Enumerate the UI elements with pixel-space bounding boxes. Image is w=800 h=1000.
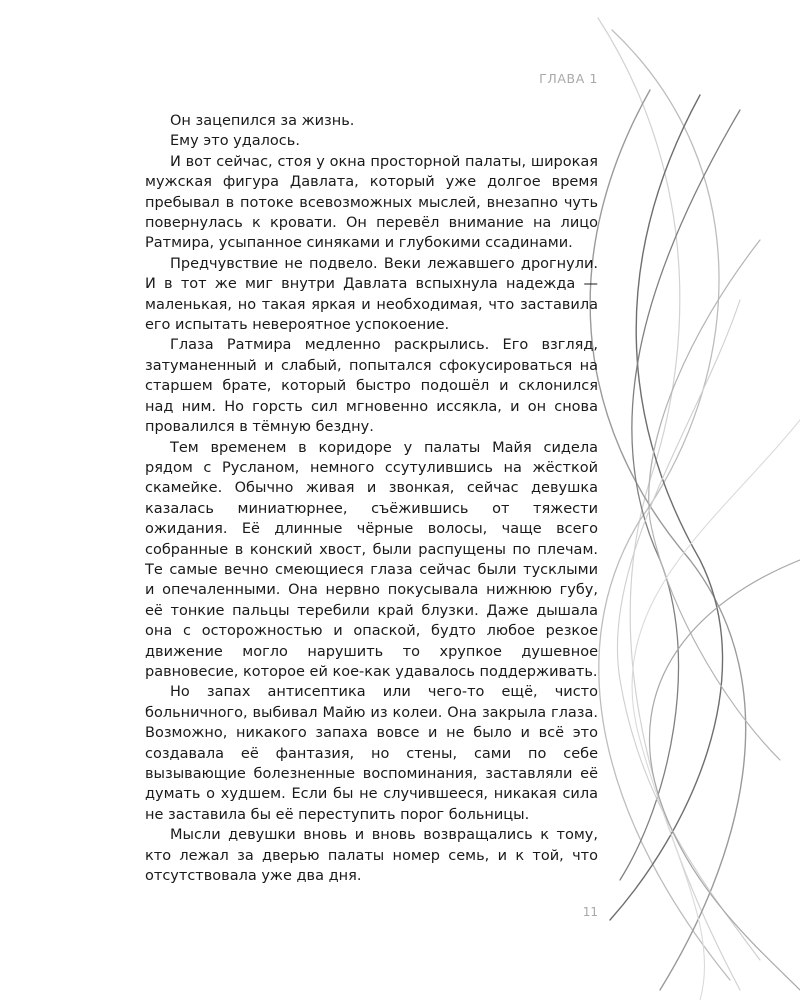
chapter-running-head: ГЛАВА 1 bbox=[539, 71, 598, 86]
paragraph: И вот сейчас, стоя у окна просторной палаты, широкая мужская фигура Давлата, который уже долгое время пребывал в потоке всевозможных мыслей, внезапно чуть повернулась к кровати. Он перевёл внимание на лицо Ратмира, усыпанное синяками и глубокими ссадинами. bbox=[145, 153, 598, 252]
paragraph: Мысли девушки вновь и вновь возвращались к тому, кто лежал за дверью палаты номер семь, и к той, что отсутствовала уже два дня. bbox=[145, 827, 598, 885]
wave-line bbox=[590, 90, 746, 990]
wave-line bbox=[620, 110, 740, 880]
main-text bbox=[145, 111, 598, 886]
paragraph: Тем временем в коридоре у палаты Майя сидела рядом с Русланом, немного ссутулившись на жёсткой скамейке. Обычно живая и звонкая, сейчас девушка казалась миниатюрнее, съёжившись от тяжести ожидания. Её длинные чёрные волосы, чаще всего собранные в конский хвост, были распущены по плечам. Те самые вечно смеющиеся глаза сейчас были тусклыми и опечаленными. Она нервно покусывала нижнюю губу, её тонкие пальцы теребили край блузки. Даже дышала она с осторожностью и опаской, будто любое резкое движение могло нарушить то хрупкое душевное равновесие, которое ей кое-как удавалось поддерживать. bbox=[145, 439, 598, 680]
wave-line bbox=[610, 95, 723, 920]
wave-line bbox=[649, 560, 800, 990]
wave-line bbox=[599, 30, 730, 980]
wave-line bbox=[632, 420, 800, 1000]
paragraph: Он зацепился за жизнь. bbox=[170, 113, 355, 129]
wave-line bbox=[598, 18, 740, 990]
paragraph: Но запах антисептика или чего-то ещё, чисто больничного, выбивал Майю из колеи. Она закрыла глаза. Возможно, никакого запаха вовсе и не было и всё это создавала её фантазия, но стены, сами по себе вызывающие болезненные воспоминания, заставляли её думать о худшем. Если бы не случившееся, никакая сила не заставила бы её переступить порог больницы. bbox=[145, 684, 598, 823]
paragraph: Предчувствие не подвело. Веки лежавшего дрогнули. И в тот же миг внутри Давлата вспыхнула надежда — маленькая, но такая яркая и необходимая, что заставила его испытать невероятное успокоение. bbox=[145, 255, 598, 334]
paragraph: Глаза Ратмира медленно раскрылись. Его взгляд, затуманенный и слабый, попытался сфокусироваться на старшем брате, который быстро подошёл и склонился над ним. Но горсть сил мгновенно иссякла, и он снова провалился в тёмную бездну. bbox=[145, 337, 598, 436]
page-number: 11 bbox=[582, 905, 598, 919]
wave-line bbox=[617, 300, 760, 960]
wave-line bbox=[649, 240, 780, 760]
paragraph: Ему это удалось. bbox=[170, 133, 300, 150]
